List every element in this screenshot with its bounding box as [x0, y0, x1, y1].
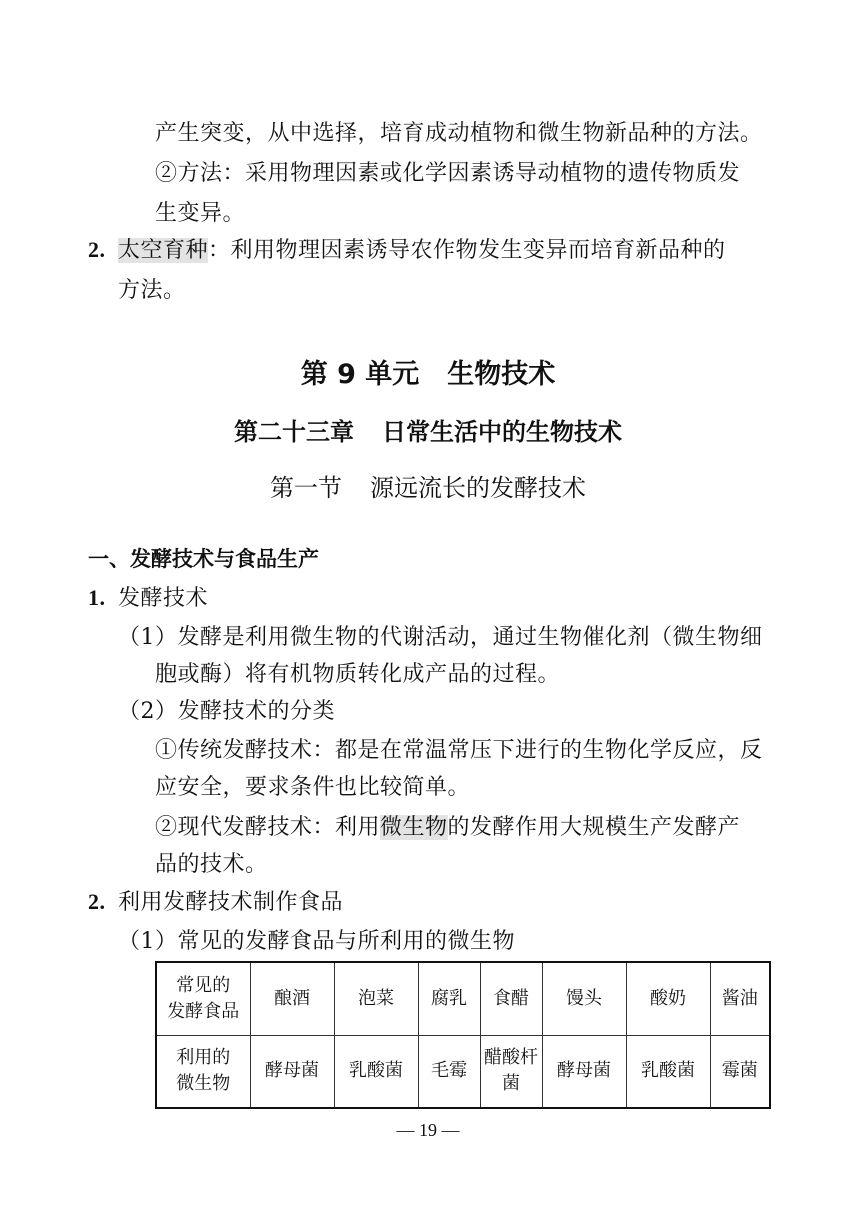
table-cell: 乳酸菌 — [626, 1035, 710, 1108]
table-cell: 霉菌 — [710, 1035, 770, 1108]
text-line: ②方法：采用物理因素或化学因素诱导动植物的遗传物质发 — [155, 161, 741, 186]
text-span: 的发酵作用大规模生产发酵产 — [447, 815, 741, 840]
text-line: （1）发酵是利用微生物的代谢活动，通过生物催化剂（微生物细 — [118, 625, 763, 650]
table-cell: 酵母菌 — [250, 1035, 334, 1108]
highlighted-term: 太空育种 — [118, 238, 209, 263]
text-line: 应安全，要求条件也比较简单。 — [155, 775, 471, 800]
highlighted-term: 微生物 — [380, 815, 448, 840]
table-cell: 酵母菌 — [542, 1035, 626, 1108]
fermentation-table — [155, 961, 771, 1109]
section-heading — [0, 468, 856, 503]
table-cell: 酿酒 — [250, 962, 334, 1035]
item-number: 2. — [88, 237, 106, 262]
list-item-2 — [88, 885, 343, 916]
text-line: 方法。 — [118, 278, 186, 303]
item-text: ：利用物理因素诱导农作物发生变异而培育新品种的 — [208, 238, 726, 263]
item-number: 2. — [88, 889, 106, 914]
table-cell: 酸奶 — [626, 962, 710, 1035]
text-line — [155, 810, 740, 841]
item-title: 发酵技术 — [118, 586, 209, 611]
text-line: 产生突变，从中选择，培育成动植物和微生物新品种的方法。 — [155, 121, 763, 146]
table-row — [156, 962, 770, 1035]
section-title: 源远流长的发酵技术 — [370, 474, 586, 502]
text-line: ①传统发酵技术：都是在常温常压下进行的生物化学反应，反 — [155, 738, 763, 763]
table-cell: 毛霉 — [418, 1035, 480, 1108]
table-row — [156, 1035, 770, 1108]
row-header: 常见的 发酵食品 — [156, 962, 250, 1035]
chapter-title: 日常生活中的生物技术 — [382, 417, 622, 446]
text-line: （1）常见的发酵食品与所利用的微生物 — [118, 929, 515, 954]
list-item-2 — [88, 233, 726, 264]
text-span: ②现代发酵技术：利用 — [155, 815, 381, 840]
list-item-1 — [88, 581, 208, 612]
table-cell: 馒头 — [542, 962, 626, 1035]
text-line: （2）发酵技术的分类 — [118, 699, 335, 724]
table-cell: 泡菜 — [334, 962, 418, 1035]
table-cell: 醋酸杆菌 — [480, 1035, 542, 1108]
unit-heading — [0, 352, 856, 391]
unit-title: 生物技术 — [447, 359, 556, 390]
table-cell: 食醋 — [480, 962, 542, 1035]
table-cell: 乳酸菌 — [334, 1035, 418, 1108]
chapter-heading — [0, 412, 856, 447]
text-line: 生变异。 — [155, 201, 246, 226]
part-heading: 一、发酵技术与食品生产 — [88, 547, 319, 571]
text-line: 品的技术。 — [155, 852, 268, 877]
item-number: 1. — [88, 585, 106, 610]
table-cell: 腐乳 — [418, 962, 480, 1035]
text-line: 胞或酶）将有机物质转化成产品的过程。 — [155, 662, 561, 687]
item-title: 利用发酵技术制作食品 — [118, 890, 344, 915]
section-number: 第一节 — [270, 474, 342, 502]
row-header: 利用的 微生物 — [156, 1035, 250, 1108]
unit-number: 第 9 单元 — [300, 359, 420, 390]
table-cell: 酱油 — [710, 962, 770, 1035]
page-number: — 19 — — [396, 1120, 460, 1140]
chapter-number: 第二十三章 — [234, 417, 354, 446]
